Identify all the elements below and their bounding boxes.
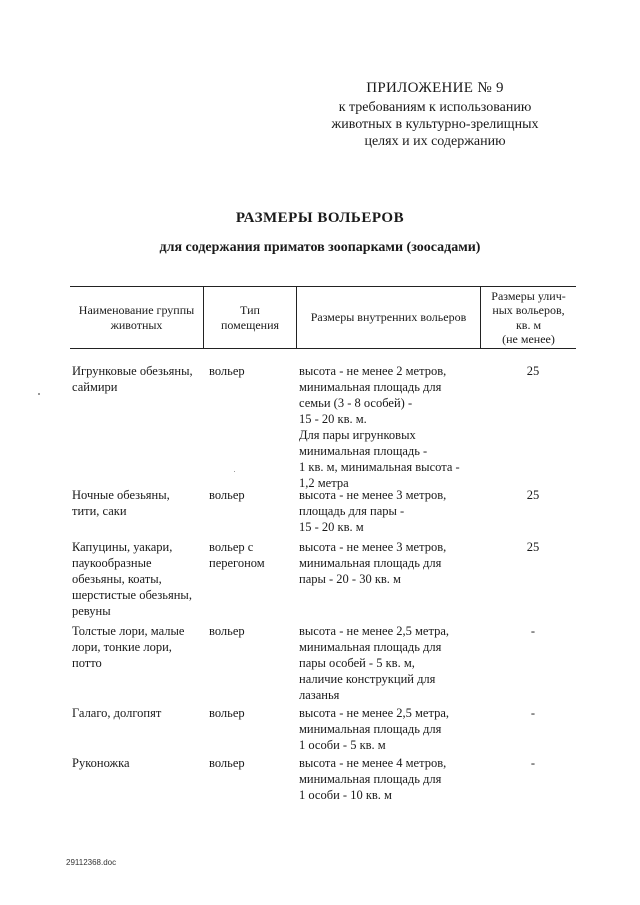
scan-speck — [234, 471, 235, 472]
cell-outer-size: 25 — [526, 364, 540, 378]
table-header — [70, 286, 576, 349]
cell-type: вольер — [209, 364, 245, 378]
cell-type: вольер — [209, 624, 245, 638]
cell-type: вольер — [209, 756, 245, 770]
cell-outer-size: - — [530, 624, 536, 638]
cell-outer-size: 25 — [526, 540, 540, 554]
heading-subtitle: для содержания приматов зоопарками (зоосадами) — [159, 240, 481, 255]
cell-outer-size: - — [530, 706, 536, 720]
appendix-block — [300, 80, 570, 150]
document-heading — [0, 210, 640, 256]
header-group: Наименование группы животных — [78, 303, 195, 332]
appendix-line: к требованиям к использованию — [338, 100, 532, 115]
cell-inner-size: высота - не менее 3 метров, минимальная площадь для пары - 20 - 30 кв. м — [299, 540, 447, 586]
header-outer-size: Размеры улич- ных вольеров, кв. м (не менее) — [491, 288, 566, 346]
cell-group: Капуцины, уакари, паукообразные обезьяны, коаты, шерстистые обезьяны, ревуны — [72, 540, 192, 618]
table-row — [70, 539, 576, 623]
enclosure-table — [70, 286, 576, 805]
appendix-line: животных в культурно-зрелищных — [331, 117, 539, 132]
cell-inner-size: высота - не менее 2 метров, минимальная площадь для семьи (3 - 8 особей) - 15 - 20 кв. м. Для пары игрунковых минимальная площадь - 1 кв. м, минимальная высота - 1,2 метра — [299, 364, 460, 490]
cell-type: вольер с перегоном — [209, 540, 265, 570]
scan-speck — [38, 393, 40, 395]
cell-inner-size: высота - не менее 2,5 метра, минимальная площадь для пары особей - 5 кв. м, наличие конструкций для лазанья — [299, 624, 449, 702]
table-row — [70, 363, 576, 490]
cell-outer-size: 25 — [526, 488, 540, 502]
cell-inner-size: высота - не менее 4 метров, минимальная площадь для 1 особи - 10 кв. м — [299, 756, 447, 802]
table-row — [70, 755, 576, 805]
cell-group: Ночные обезьяны, тити, саки — [72, 488, 170, 518]
appendix-title: ПРИЛОЖЕНИЕ № 9 — [366, 80, 504, 96]
footer-filename: 29112368.doc — [66, 858, 117, 867]
cell-group: Игрунковые обезьяны, саймири — [72, 364, 193, 394]
header-type: Тип помещения — [220, 303, 280, 332]
cell-inner-size: высота - не менее 2,5 метра, минимальная площадь для 1 особи - 5 кв. м — [299, 706, 449, 752]
table-row — [70, 623, 576, 705]
cell-group: Галаго, долгопят — [72, 706, 162, 720]
header-inner-size: Размеры внутренних вольеров — [310, 310, 467, 325]
cell-type: вольер — [209, 488, 245, 502]
cell-inner-size: высота - не менее 3 метров, площадь для пары - 15 - 20 кв. м — [299, 488, 447, 534]
cell-group: Руконожка — [72, 756, 130, 770]
heading-title: РАЗМЕРЫ ВОЛЬЕРОВ — [235, 210, 405, 226]
table-row — [70, 487, 576, 539]
appendix-line: целях и их содержанию — [364, 134, 506, 149]
cell-type: вольер — [209, 706, 245, 720]
table-body — [70, 349, 576, 805]
table-row — [70, 705, 576, 755]
cell-outer-size: - — [530, 756, 536, 770]
cell-group: Толстые лори, малые лори, тонкие лори, потто — [72, 624, 185, 670]
